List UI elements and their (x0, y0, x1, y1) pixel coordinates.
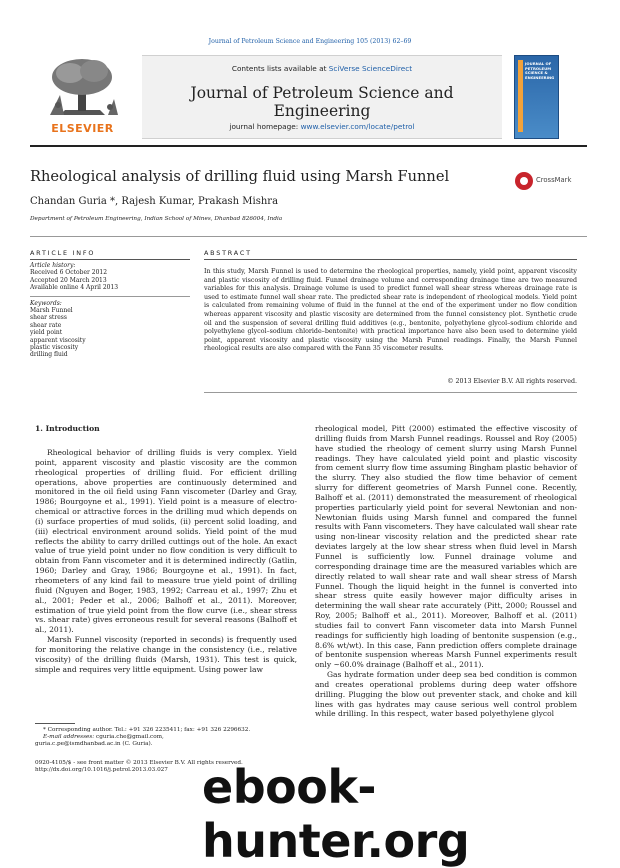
paragraph: Marsh Funnel viscosity (reported in seconds) is frequently used for monitoring the relative change in the consistency (i.e., relative viscosity) of the drilling fluids (Marsh, 1931). This test is quick, simple and requires very little equipment. Using power law (35, 635, 297, 674)
keyword: drilling fluid (30, 351, 68, 359)
homepage-line: journal homepage: www.elsevier.com/locate/petrol (229, 122, 415, 131)
paragraph: rheological model, Pitt (2000) estimated the effective viscosity of drilling fluids from Marsh Funnel readings. Roussel and Roy (2005) have studied the rheology of cement slurry using Marsh Funnel readings. They have calculated yield point and plastic viscosity from cement slurry flow time assuming Bingham plastic behavior of the slurry. They also studied the flow time behavior of cement slurry for different geometries of Marsh Funnel cone. Recently, Balhoff et al. (2011) demonstrated the measurement of rheological properties particularly yield point for several Newtonian and non-Newtonian fluids using Marsh funnel and compared the funnel results with Fann viscometers. They have calculated wall shear rate using non-linear viscosity relation and the predicted shear rate deviates largely at the low shear stress when fluid level in Marsh Funnel is sufficiently low. Funnel drainage volume and corresponding drainage time are the measured variables which are directly related to wall shear rate and wall shear stress of Marsh Funnel. Though the liquid height in the funnel is converted into shear stress quite easily however major difficulty arises in determining the wall shear rate accurately (Pitt, 2000; Roussel and Roy, 2005; Balhoff et al., 2011). Moreover, Balhoff et al. (2011) studies fail to convert Fann viscometer data into Marsh Funnel readings for sufficiently high loading of bentonite suspension (e.g., 8.6% wt/wt). In this case, Fann prediction offers complete drainage of bentonite suspension whereas Marsh Funnel experiments result only ~60.0% drainage (Balhoff et al., 2011). (315, 424, 577, 670)
footnote-rule (35, 723, 75, 724)
elsevier-logo[interactable] (30, 55, 135, 137)
section-heading-introduction: 1. Introduction (35, 424, 100, 433)
article-info-heading: ARTICLE INFO (30, 249, 96, 257)
abstract-bottom-rule (204, 392, 577, 393)
keyword: plastic viscosity (30, 344, 79, 352)
left-column (35, 448, 297, 674)
paragraph: Rheological behavior of drilling fluids is very complex. Yield point, apparent viscosity and plastic viscosity are the common rheological properties of drilling fluid. For efficient drilling operations, above properties are continuously determined and monitored in the oil field using Fann viscometer (Darley and Gray, 1986; Bourgoyne et al., 1991). Yield point is a measure of electro-chemical or attractive forces in the drilling mud which depends on (i) surface properties of mud solids, (ii) percent solid loading, and (iii) electrical environment around solids. Yield point of the mud reflects the ability to carry drilled cuttings out of the hole. An exact value of true yield point under no flow condition is very difficult to obtain from Fann viscometer and it is determined indirectly (Gatlin, 1960; Darley and Gray, 1986; Bourgoyne et al., 1991). In fact, rheometers of any kind fail to measure true yield point of drilling fluid (Nguyen and Boger, 1983, 1992; Carreau et al., 1997; Zhu et al., 2001; Peder et al., 2006; Balhoff et al., 2011). Moreover, estimation of true yield point from the flow curve (i.e., shear stress vs. shear rate) gives erroneous result for several reasons (Balhoff et al., 2011). (35, 448, 297, 635)
keyword: shear stress (30, 314, 67, 322)
elsevier-tree-icon (30, 55, 135, 121)
homepage-link[interactable]: www.elsevier.com/locate/petrol (300, 122, 415, 131)
journal-masthead (142, 55, 502, 139)
right-column (315, 424, 577, 719)
email-link-2[interactable]: guria.c.pe@ismdhanbad.ac.in (C. Guria). (35, 741, 153, 747)
crossmark-badge[interactable] (515, 172, 575, 192)
affiliation-rule (30, 236, 587, 237)
cover-title: JOURNAL OF PETROLEUM SCIENCE & ENGINEERING (525, 61, 555, 80)
email-link[interactable]: cguria.che@gmail.com, (96, 734, 164, 740)
cover-strip (518, 60, 523, 132)
copyright: © 2013 Elsevier B.V. All rights reserved. (447, 378, 577, 385)
online-date: Available online 4 April 2013 (30, 284, 119, 292)
journal-citation[interactable]: Journal of Petroleum Science and Engineering 105 (2013) 62–69 (208, 38, 412, 45)
abstract-heading: ABSTRACT (204, 249, 252, 257)
keyword: apparent viscosity (30, 336, 86, 344)
keywords-label: Keywords: (30, 299, 62, 307)
publisher-name: ELSEVIER (51, 122, 114, 135)
journal-cover-thumbnail[interactable] (514, 55, 559, 139)
history-label: Article history: (30, 262, 76, 269)
email-label: E-mail addresses: (43, 734, 95, 740)
article-info-block (30, 262, 190, 359)
paragraph: Gas hydrate formation under deep sea bed condition is common and creates operational problems during deep water offshore drilling. Plugging the blow out preventer stack, and choke and kill lines with gas hydrates may cause serious well control problem while drilling. In this respect, water based polyethylene glycol (315, 670, 577, 719)
crossmark-icon (515, 172, 533, 190)
corresponding-author: * Corresponding author. Tel.: +91 326 2235411; fax: +91 326 2296632. (43, 727, 251, 733)
journal-title: Journal of Petroleum Science and Engineering (190, 84, 454, 120)
keywords-rule (30, 296, 190, 297)
keyword: yield point (30, 329, 63, 337)
sciencedirect-link[interactable]: SciVerse ScienceDirect (328, 64, 413, 73)
keyword: shear rate (30, 321, 62, 329)
affiliation: Department of Petroleum Engineering, Indian School of Mines, Dhanbad 826004, India (30, 216, 283, 222)
doi-link[interactable]: http://dx.doi.org/10.1016/j.petrol.2013.03.027 (35, 767, 168, 774)
crossmark-label: CrossMark (536, 176, 572, 184)
article-title: Rheological analysis of drilling fluid using Marsh Funnel (30, 168, 450, 185)
article-info-rule (30, 259, 190, 260)
authors: Chandan Guria *, Rajesh Kumar, Prakash Mishra (30, 196, 279, 207)
contents-line: Contents lists available at SciVerse ScienceDirect (231, 64, 413, 73)
keyword: Marsh Funnel (30, 307, 73, 315)
abstract-text: In this study, Marsh Funnel is used to determine the rheological properties, namely, yield point, apparent viscosity and plastic viscosity of drilling fluid. Funnel drainage volume and corresponding drainage time are two measured variables for this analysis. Drainage volume is used to predict funnel wall shear stress whereas drainage rate is used to estimate funnel wall shear rate. The predicted shear rate is independent of rheological models. Yield point is calculated from remaining volume of fluid in the funnel at the end of the experiment under no flow condition whereas apparent viscosity and plastic viscosity are determined from the funnel consistency plot. Synthetic crude oil and the suspension of several drilling fluid additives (e.g., bentonite, polyethylene glycol–sodium chloride and polyethylene glycol–sodium chloride–bentonite) with practical importance have also been used to determine yield point, apparent viscosity and plastic viscosity using the Marsh Funnel readings. Finally, the Marsh Funnel rheological results are also compared with the Fann 35 viscometer results. (204, 268, 577, 353)
watermark: ebook-hunter.org (202, 760, 470, 868)
abstract-rule (204, 259, 577, 260)
issn-line: 0920-4105/$ - see front matter © 2013 Elsevier B.V. All rights reserved. (35, 760, 243, 766)
received-date: Received 6 October 2012 (30, 269, 108, 277)
accepted-date: Accepted 20 March 2013 (30, 276, 107, 284)
header-rule (30, 145, 587, 147)
footnote (35, 727, 297, 748)
